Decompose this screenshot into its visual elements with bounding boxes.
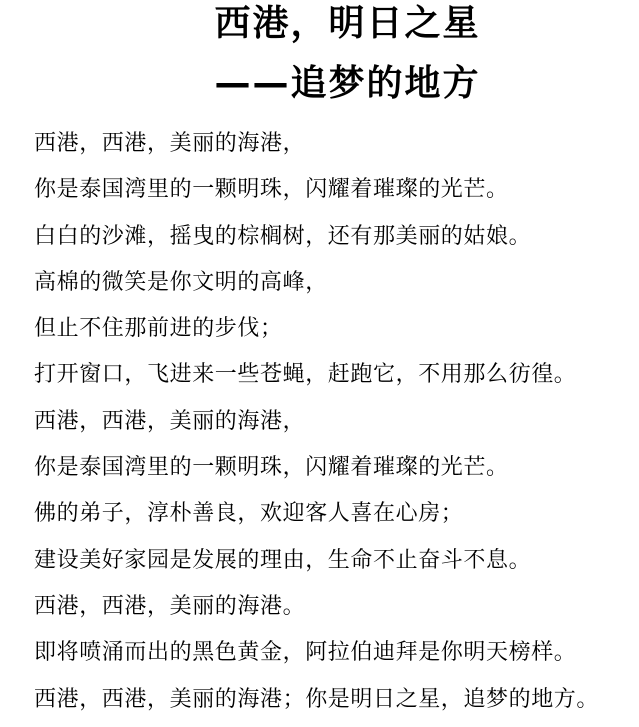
- poem-line: 西港，西港，美丽的海港；你是明日之星，追梦的地方。: [34, 686, 600, 712]
- poem-line: 西港，西港，美丽的海港，: [34, 131, 306, 156]
- poem-line: 建设美好家园是发展的理由，生命不止奋斗不息。: [34, 547, 532, 573]
- poem-body: [34, 125, 639, 727]
- poem-line: 白白的沙滩，摇曳的棕榈树，还有那美丽的姑娘。: [34, 223, 532, 249]
- poem-line: 佛的弟子，淳朴善良，欢迎客人喜在心房；: [34, 501, 464, 527]
- poem-subtitle: ——追梦的地方: [214, 63, 481, 104]
- poem-line: 你是泰国湾里的一颗明珠，闪耀着璀璨的光芒。: [34, 455, 509, 481]
- poem-line: 但止不住那前进的步伐；: [34, 316, 283, 342]
- poem-line: 西港，西港，美丽的海港，: [34, 408, 306, 434]
- poem-line: 打开窗口，飞进来一些苍蝇，赶跑它，不用那么彷徨。: [34, 362, 577, 388]
- poem-line: 你是泰国湾里的一颗明珠，闪耀着璀璨的光芒。: [34, 177, 509, 203]
- poem-line: 西港，西港，美丽的海港。: [34, 593, 306, 619]
- poem-title: 西港，明日之星: [214, 3, 481, 44]
- poem-line: 高棉的微笑是你文明的高峰，: [34, 269, 328, 295]
- poem-line: 即将喷涌而出的黑色黄金，阿拉伯迪拜是你明天榜样。: [34, 640, 577, 666]
